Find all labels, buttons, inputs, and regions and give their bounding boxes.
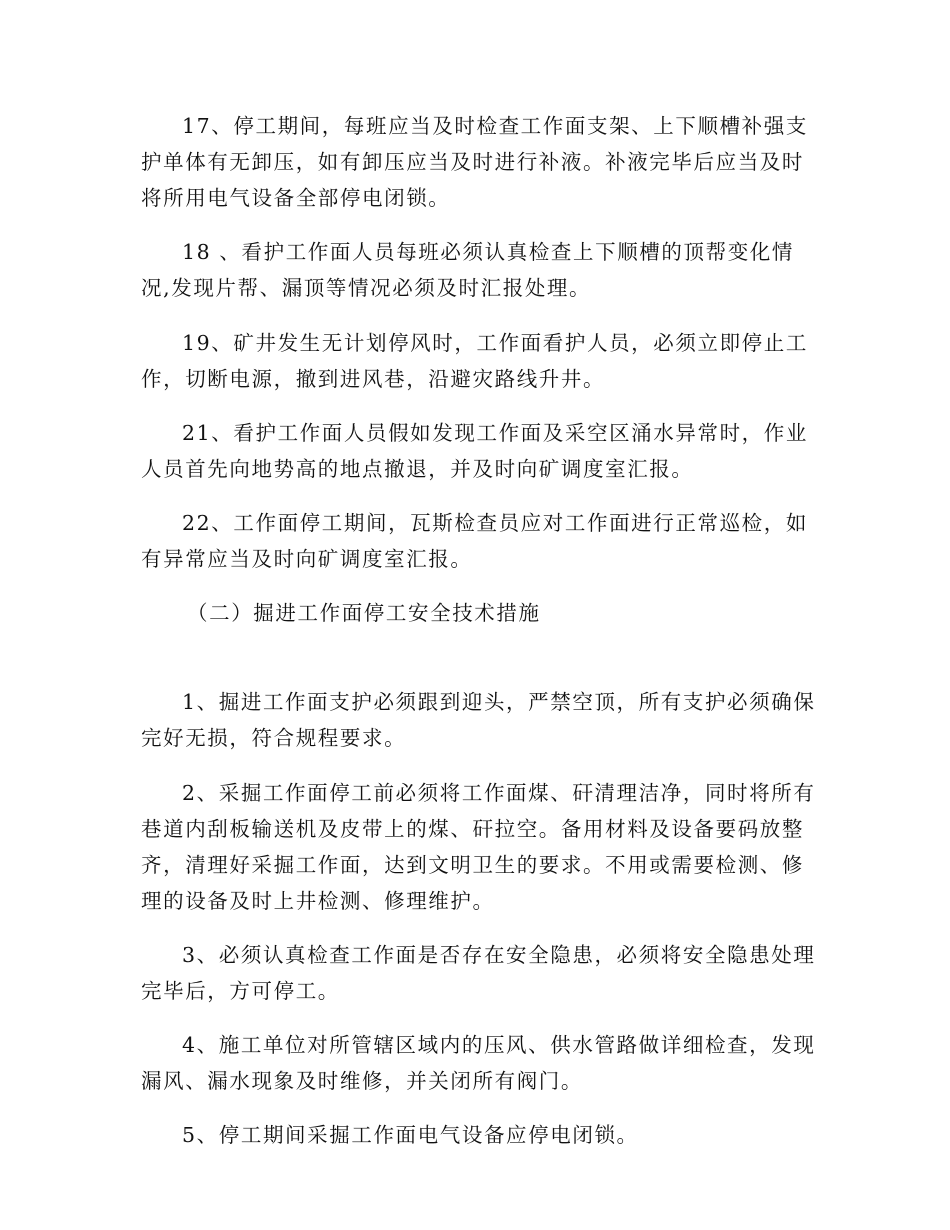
text-line: 2、采掘工作面停工前必须将工作面煤、矸清理洁净，同时将所有 — [182, 781, 816, 805]
text-line: 18 、看护工作面人员每班必须认真检查上下顺槽的顶帮变化情 — [182, 240, 794, 264]
paragraph-item-17 — [141, 108, 809, 216]
paragraph-item-21 — [141, 415, 809, 487]
text-line: 况,发现片帮、漏顶等情况必须及时汇报处理。 — [141, 276, 592, 300]
text-line: 1、掘进工作面支护必须跟到迎头，严禁空顶，所有支护必须确保 — [182, 690, 816, 714]
paragraph-item-22 — [141, 505, 809, 577]
text-line: 理的设备及时上井检测、修理维护。 — [141, 889, 495, 913]
text-line: 21、看护工作面人员假如发现工作面及采空区涌水异常时，作业 — [182, 421, 808, 445]
text-line: 19、矿井发生无计划停风时，工作面看护人员，必须立即停止工 — [182, 331, 808, 355]
text-line: 漏风、漏水现象及时维修，并关闭所有阀门。 — [141, 1069, 583, 1093]
text-line: 人员首先向地势高的地点撤退，并及时向矿调度室汇报。 — [141, 457, 694, 481]
text-line: 4、施工单位对所管辖区域内的压风、供水管路做详细检查，发现 — [182, 1033, 816, 1057]
text-line: 3、必须认真检查工作面是否存在安全隐患，必须将安全隐患处理 — [182, 943, 816, 967]
text-line: 有异常应当及时向矿调度室汇报。 — [141, 547, 473, 571]
section-paragraph-2 — [141, 775, 816, 919]
text-line: 完好无损，符合规程要求。 — [141, 726, 407, 750]
text-line: 作，切断电源，撤到进风巷，沿避灾路线升井。 — [141, 367, 606, 391]
paragraph-item-18 — [141, 234, 809, 306]
text-line: 护单体有无卸压，如有卸压应当及时进行补液。补液完毕后应当及时 — [141, 150, 804, 174]
text-line: 22、工作面停工期间，瓦斯检查员应对工作面进行正常巡检，如 — [182, 511, 808, 535]
section-paragraph-5 — [141, 1117, 809, 1153]
text-line: 17、停工期间，每班应当及时检查工作面支架、上下顺槽补强支 — [182, 114, 808, 138]
paragraph-item-19 — [141, 325, 809, 397]
text-line: 巷道内刮板输送机及皮带上的煤、矸拉空。备用材料及设备要码放整 — [141, 817, 804, 841]
section-paragraph-1 — [141, 684, 816, 756]
text-line: 齐，清理好采掘工作面，达到文明卫生的要求。不用或需要检测、修 — [141, 853, 804, 877]
text-line: 将所用电气设备全部停电闭锁。 — [141, 186, 451, 210]
text-line: 5、停工期间采掘工作面电气设备应停电闭锁。 — [182, 1123, 639, 1147]
section-heading: （二）掘进工作面停工安全技术措施 — [187, 601, 541, 625]
section-paragraph-3 — [141, 937, 816, 1009]
section-paragraph-4 — [141, 1027, 816, 1099]
text-line: 完毕后，方可停工。 — [141, 979, 340, 1003]
